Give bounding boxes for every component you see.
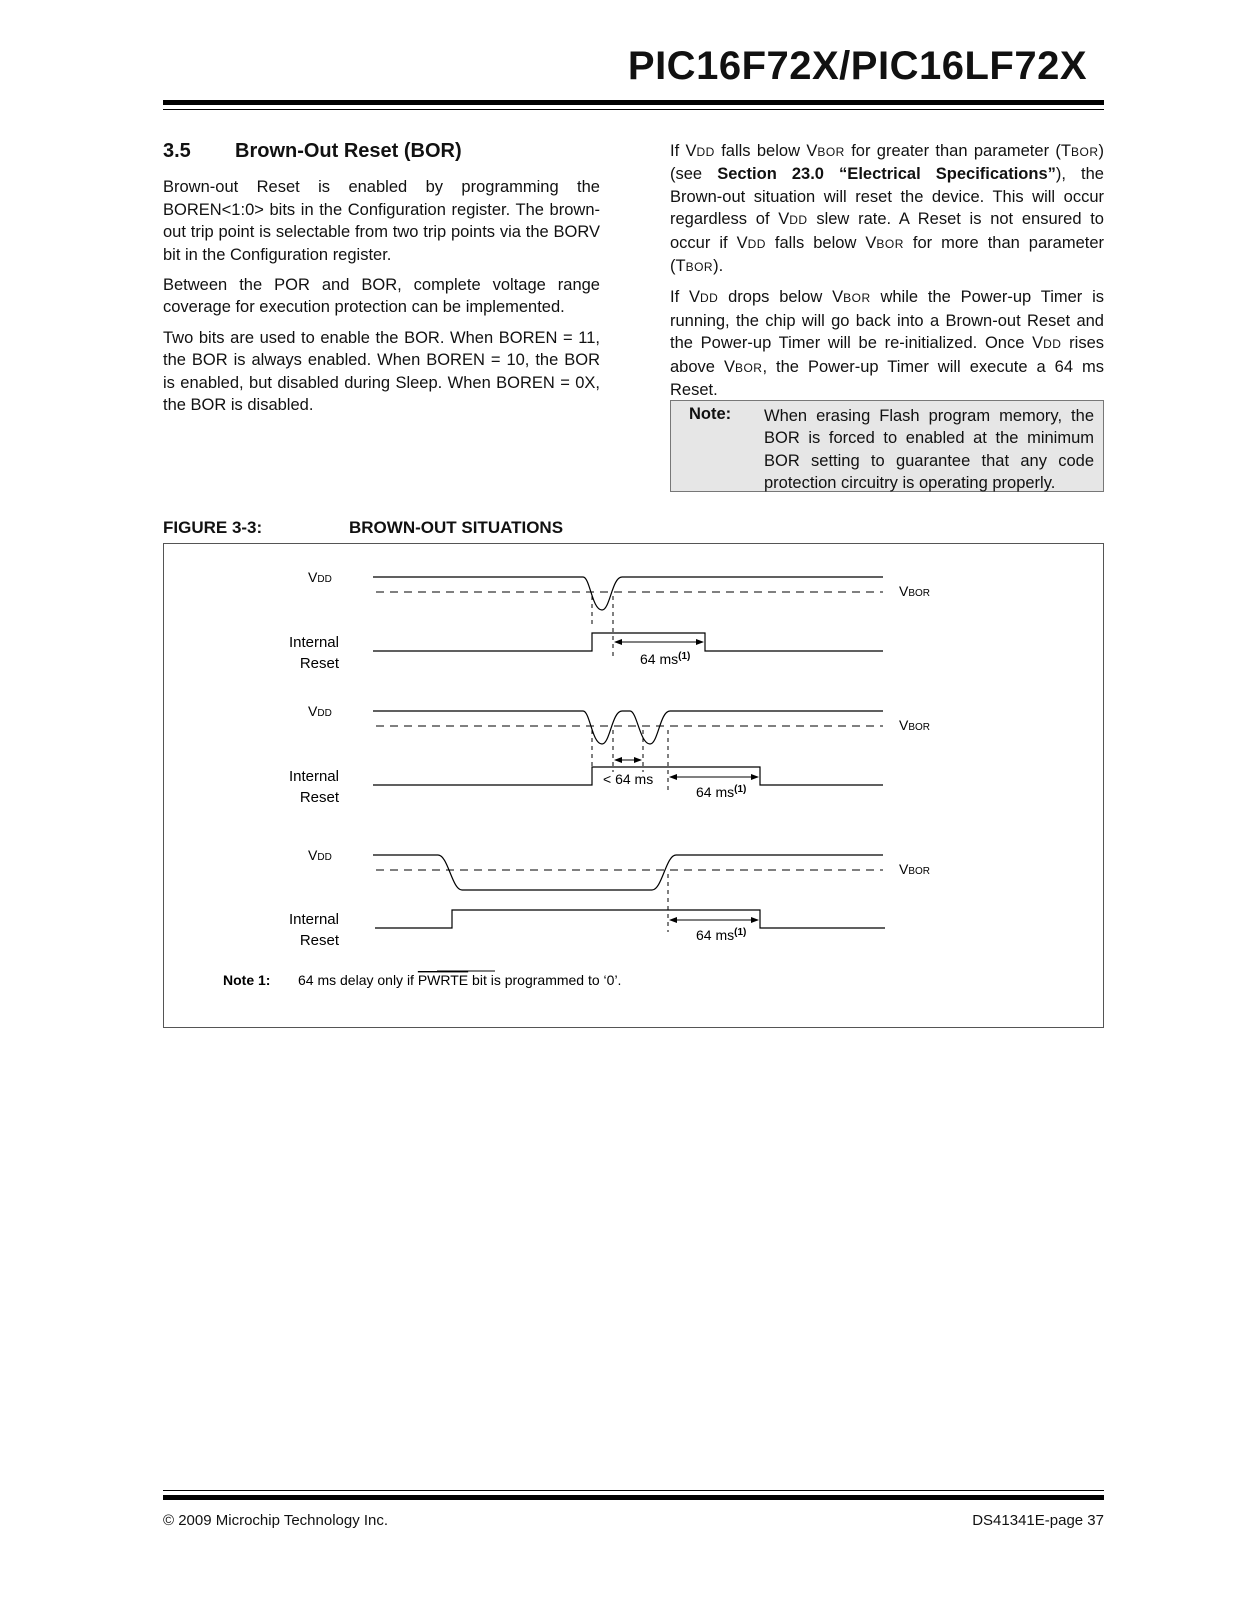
vbor-label-3: VBOR	[899, 861, 931, 877]
figure-title: BROWN-OUT SITUATIONS	[349, 518, 564, 537]
vbor-label-2: VBOR	[899, 717, 931, 733]
footer-copyright: © 2009 Microchip Technology Inc.	[163, 1512, 389, 1529]
internal-reset-label-2a: Internal	[288, 768, 339, 785]
paragraph-tbor: If VDD falls below VBOR for greater than parameter (TBOR) (see Section 23.0 “Electrical Specifications”), the Brown-out situation will reset the device. This will occur regardless of VDD slew rate. A Reset is not ensured to occur if VDD falls below VBOR for more than parameter (TBOR).	[670, 142, 1105, 276]
figure-number: FIGURE 3-3:	[163, 518, 263, 537]
footer-rule-thin	[163, 1490, 1104, 1491]
footer-page-number: DS41341E-page 37	[972, 1512, 1104, 1529]
section-number: 3.5	[163, 140, 191, 162]
vbor-label-1: VBOR	[899, 583, 931, 599]
note-label: Note:	[689, 405, 732, 423]
delay-label-3: 64 $ms^{(1)}$	[696, 927, 747, 943]
figure-footnote-text: 64 ms delay only if PWRTE bit is programmed to ‘0’.	[298, 972, 622, 988]
internal-reset-label-3a: Internal	[288, 911, 339, 928]
vdd-label-3: VDD	[308, 847, 332, 863]
figure-footnote-label: Note 1:	[223, 972, 271, 988]
paragraph-power-up-timer: If VDD drops below VBOR while the Power-up Timer is running, the chip will go back into a Brown-out Reset and the Power-up Timer will be re-initialized. Once VDD rises above VBOR, the Power-up Timer will execute a 64 ms Reset.	[670, 288, 1104, 400]
internal-reset-label-2b: Reset	[299, 789, 339, 806]
vdd-waveform-2	[373, 711, 883, 744]
internal-reset-label-3b: Reset	[299, 932, 339, 949]
paragraph-boren-bits: Two bits are used to enable the BOR. When BOREN = 11, the BOR is always enabled. When BOREN = 10, the BOR is enabled, but disabled during Sleep. When BOREN = 0X, the BOR is disabled.	[163, 328, 600, 415]
reset-waveform-3	[375, 910, 885, 928]
delay-label-1: 64 $ms^{(1)}$	[640, 651, 691, 667]
section-reference-link: Section 23.0 “Electrical Specifications”	[717, 165, 1056, 184]
footer-rule-thick	[163, 1495, 1104, 1500]
vdd-waveform-1	[373, 577, 883, 610]
internal-reset-label-1b: Reset	[299, 655, 339, 672]
vdd-label-1: VDD	[308, 569, 332, 585]
page-header-title: PIC16F72X/PIC16LF72X	[627, 44, 1087, 88]
paragraph-bor-enable: Brown-out Reset is enabled by programming the BOREN<1:0> bits in the Configuration register. The brown-out trip point is selectable from two trip points via the BORV bit in the Configuration register.	[163, 178, 600, 264]
short-delay-label: < 64 ms	[603, 771, 654, 787]
vdd-label-2: VDD	[308, 703, 332, 719]
section-title: Brown-Out Reset (BOR)	[235, 140, 462, 162]
note-text: When erasing Flash program memory, the BOR is forced to enabled at the minimum BOR setting to guarantee that any code protection circuitry is operating properly.	[764, 407, 1094, 493]
vdd-waveform-3	[373, 855, 883, 890]
delay-label-2: 64 $ms^{(1)}$	[696, 784, 747, 800]
pwrte-overline: PWRTE	[417, 972, 469, 988]
internal-reset-label-1a: Internal	[288, 634, 339, 651]
paragraph-por-bor: Between the POR and BOR, complete voltage range coverage for execution protection can be implemented.	[163, 276, 600, 317]
